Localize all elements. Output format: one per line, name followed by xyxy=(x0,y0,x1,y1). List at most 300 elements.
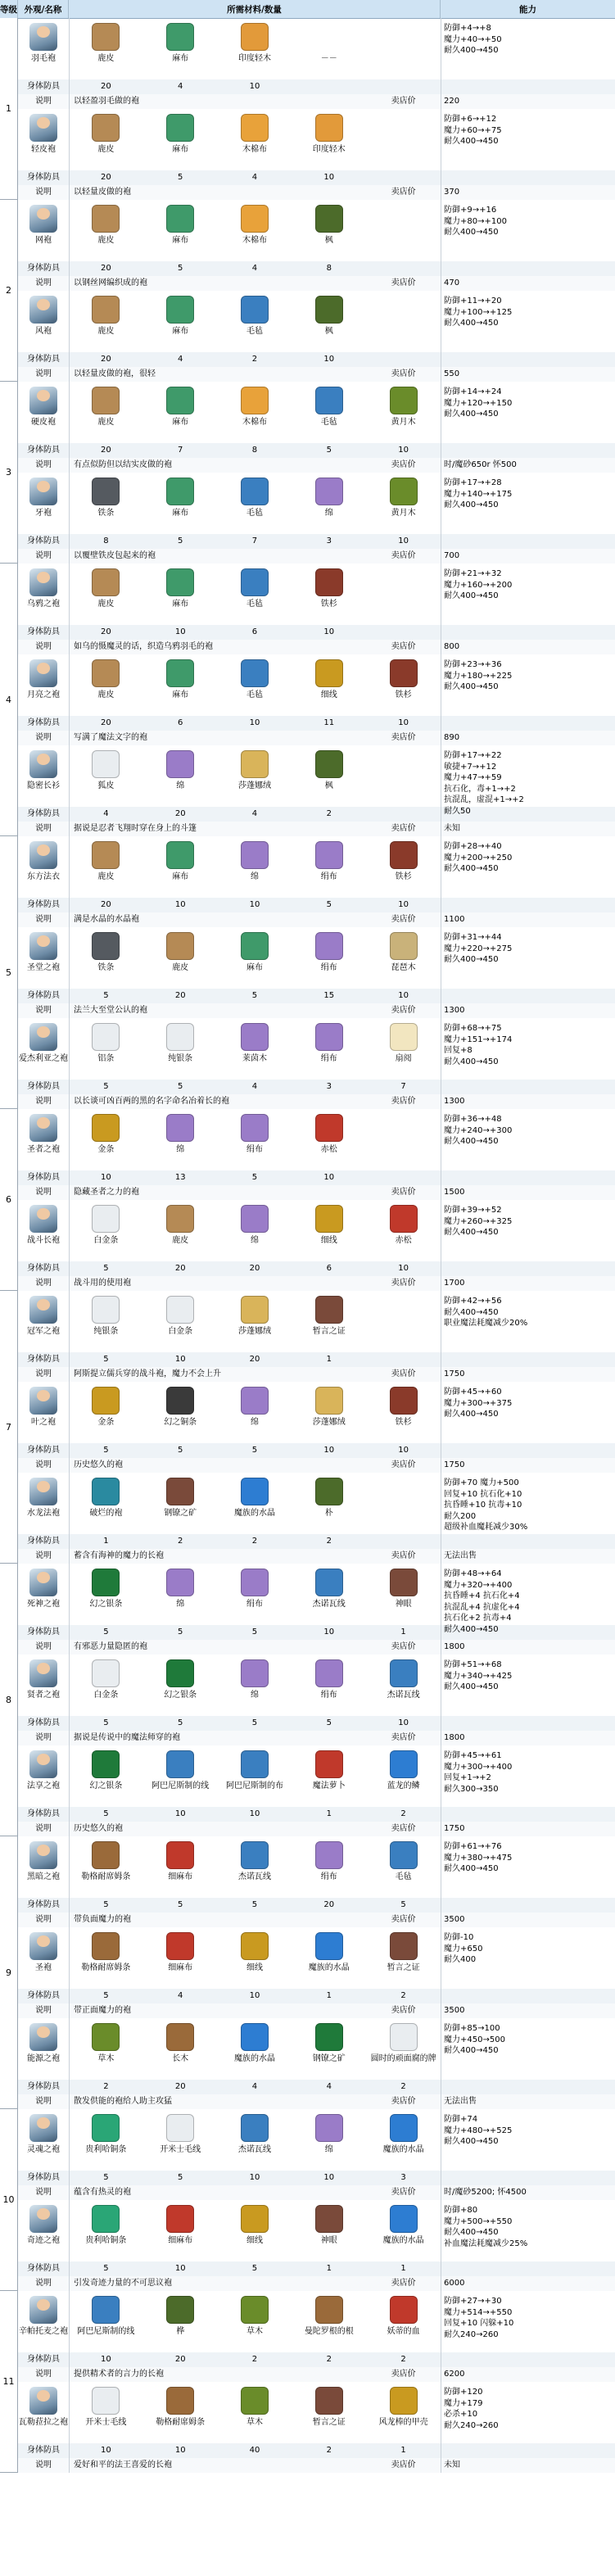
column-divider xyxy=(69,836,70,927)
material-qty: 1 xyxy=(103,1537,109,1546)
material-name: 圆时的顽面腐的牌 xyxy=(370,2054,436,2063)
material-icon xyxy=(92,23,120,51)
desc-label: 说明 xyxy=(35,1097,52,1106)
material-qty: 10 xyxy=(323,173,335,182)
material-name: 麻布 xyxy=(172,418,189,427)
material-qty: 10 xyxy=(398,1264,409,1273)
sell-label: 卖店价 xyxy=(391,1733,416,1742)
material-qty: 1 xyxy=(326,1355,332,1364)
sell-label: 卖店价 xyxy=(391,369,416,378)
sell-price: 无法出售 xyxy=(444,2097,477,2106)
material-icon xyxy=(315,932,343,960)
material-qty: 8 xyxy=(103,536,109,546)
column-divider xyxy=(69,745,70,836)
ability-line: 魔力+300→+375 xyxy=(444,1398,513,1408)
item-name: 隐密长衫 xyxy=(27,781,60,790)
ability-line: 耐久400→450 xyxy=(444,319,499,328)
material-icon xyxy=(241,114,269,142)
item-block xyxy=(0,1473,615,1564)
robe-icon xyxy=(29,1478,57,1505)
robe-icon xyxy=(29,1387,57,1415)
ability-line: 魔力+300→+400 xyxy=(444,1762,513,1772)
material-qty: 6 xyxy=(178,718,183,727)
sell-price: 6200 xyxy=(444,2370,465,2379)
material-icon xyxy=(315,1659,343,1687)
desc-label: 说明 xyxy=(35,2006,52,2015)
ability-line: 耐久240→260 xyxy=(444,2420,499,2430)
item-name: 圣堂之袍 xyxy=(27,963,60,972)
material-icon xyxy=(92,1659,120,1687)
ability-line: 防御+17→+28 xyxy=(444,478,502,487)
material-icon xyxy=(92,1205,120,1233)
item-block xyxy=(0,1564,615,1655)
material-name: 绢布 xyxy=(320,872,337,881)
material-name: 绵 xyxy=(250,1418,259,1427)
item-name: 叶之袍 xyxy=(31,1418,56,1427)
material-icon xyxy=(166,387,194,414)
ability-line: 耐久400 xyxy=(444,1955,477,1964)
ability-line: 耐久400→450 xyxy=(444,2228,499,2237)
material-name: 莎蓬娜绒 xyxy=(312,1418,346,1427)
material-qty: 4 xyxy=(326,2082,332,2091)
ability-line: 超级补血魔耗减少30% xyxy=(444,1523,528,1532)
sell-price: 时/魔砂5200; 怀4500 xyxy=(444,2188,527,2197)
slot-label: 身体防具 xyxy=(27,1082,60,1091)
tier-level: 5 xyxy=(0,836,18,1109)
sell-price: 1750 xyxy=(444,1369,465,1379)
ability-line: 魔力+120→+150 xyxy=(444,398,513,408)
item-block xyxy=(0,291,615,382)
slot-label: 身体防具 xyxy=(27,1173,60,1182)
sell-label: 卖店价 xyxy=(391,1915,416,1924)
slot-label: 身体防具 xyxy=(27,1446,60,1455)
material-name: 草木 xyxy=(97,2054,115,2063)
material-qty: 20 xyxy=(101,627,111,636)
ability-line: 防御-10 xyxy=(444,1933,474,1942)
material-icon xyxy=(166,478,194,505)
material-icon xyxy=(241,1659,269,1687)
ability-line: 魔力+60→+75 xyxy=(444,125,502,135)
slot-label: 身体防具 xyxy=(27,536,60,546)
ability-line: 魔力+140→+175 xyxy=(444,489,513,499)
material-qty: 3 xyxy=(326,536,332,546)
material-name: 幻之银条 xyxy=(89,1600,123,1609)
material-name: 琵琶木 xyxy=(391,963,416,972)
material-name: 麻布 xyxy=(172,54,189,63)
column-divider xyxy=(69,1291,70,1382)
ability-line: 魔力+480→+525 xyxy=(444,2126,513,2135)
material-icon xyxy=(166,1659,194,1687)
sell-price: 6000 xyxy=(444,2279,465,2288)
material-name: 鹿皮 xyxy=(97,600,115,609)
material-name: 铁条 xyxy=(97,509,115,518)
material-qty: 10 xyxy=(249,1809,260,1818)
ability-line: 耐久400→450 xyxy=(444,2137,499,2146)
material-icon xyxy=(315,1205,343,1233)
robe-icon xyxy=(29,1114,57,1142)
ability-line: 抗昏睡+4 抗石化+4 xyxy=(444,1591,520,1600)
material-name: 枫 xyxy=(324,781,333,790)
ability-line: 抗石化，毒+1→+2 xyxy=(444,784,516,794)
material-icon xyxy=(241,2023,269,2051)
material-icon xyxy=(92,2023,120,2051)
material-name: 细线 xyxy=(246,2236,263,2245)
material-name: 贵利哈铜条 xyxy=(85,2145,127,2154)
material-icon xyxy=(241,296,269,324)
material-qty: 1 xyxy=(326,1991,332,2000)
material-qty: 2 xyxy=(326,809,332,818)
material-qty: 15 xyxy=(323,991,335,1000)
desc-label: 说明 xyxy=(35,1642,52,1651)
ability-line: 防御+9→+16 xyxy=(444,206,497,215)
material-icon xyxy=(315,2205,343,2233)
material-icon xyxy=(390,2387,418,2415)
item-name: 法享之袍 xyxy=(27,1781,60,1791)
material-icon xyxy=(241,1205,269,1233)
material-icon xyxy=(92,1932,120,1960)
ability-line: 必杀+10 xyxy=(444,2410,478,2419)
item-name: 战斗长袍 xyxy=(27,1236,60,1245)
material-qty: 5 xyxy=(251,991,258,1000)
material-name: 枫 xyxy=(324,327,333,336)
material-icon xyxy=(166,750,194,778)
material-qty: 4 xyxy=(178,1991,183,2000)
ability-line: 回复+1→+2 xyxy=(444,1773,491,1782)
material-name: 暂言之证 xyxy=(387,1963,420,1972)
ability-line: 耐久400→450 xyxy=(444,1410,499,1419)
material-qty: 5 xyxy=(103,1991,109,2000)
material-name: 狐皮 xyxy=(97,781,115,790)
ability-list xyxy=(444,932,612,966)
robe-icon xyxy=(29,23,57,51)
material-name: 杰诺瓦线 xyxy=(237,1872,271,1881)
material-qty: 5 xyxy=(251,1718,258,1727)
material-qty: 5 xyxy=(103,2264,109,2273)
material-qty: 4 xyxy=(103,809,109,818)
material-name: 麻布 xyxy=(172,872,189,881)
desc-label: 说明 xyxy=(35,1460,52,1469)
sell-label: 卖店价 xyxy=(391,188,416,197)
ability-list xyxy=(444,1841,612,1875)
material-name: 麻布 xyxy=(172,690,189,699)
material-name: 毛毡 xyxy=(320,418,337,427)
material-icon xyxy=(92,387,120,414)
material-icon xyxy=(166,2205,194,2233)
tier-level: 11 xyxy=(0,2291,18,2473)
material-qty xyxy=(292,80,366,93)
ability-line: 防御+6→+12 xyxy=(444,115,497,124)
sell-price: 1100 xyxy=(444,915,465,924)
material-qty: 5 xyxy=(103,1264,109,1273)
desc-label: 说明 xyxy=(35,1279,52,1288)
material-name: 暂言之证 xyxy=(312,2418,346,2427)
item-name: 辛帕托麦之袍 xyxy=(19,2327,68,2336)
material-qty: 2 xyxy=(400,1991,406,2000)
material-icon xyxy=(315,659,343,687)
ability-line: 魔力+320→+400 xyxy=(444,1580,513,1590)
item-description: 以钢丝网编织成的袍 xyxy=(74,278,147,287)
sell-price: 370 xyxy=(444,188,460,197)
material-icon xyxy=(315,478,343,505)
ability-list xyxy=(444,1659,612,1693)
item-name: 爱杰利亚之袍 xyxy=(19,1054,68,1063)
material-qty: 20 xyxy=(101,900,111,909)
ability-line: 魔力+500→+550 xyxy=(444,2216,513,2226)
ability-line: 耐久400→450 xyxy=(444,1307,499,1317)
material-icon xyxy=(166,1478,194,1505)
sell-label: 卖店价 xyxy=(391,1551,416,1560)
item-description: 历史悠久的袍 xyxy=(74,1824,123,1833)
robe-icon xyxy=(29,2296,57,2324)
material-qty: 20 xyxy=(101,264,111,273)
desc-label: 说明 xyxy=(35,2097,52,2106)
item-block xyxy=(0,1018,615,1109)
material-name: 鹿皮 xyxy=(97,145,115,154)
desc-label: 说明 xyxy=(35,551,52,560)
material-name: 细线 xyxy=(320,690,337,699)
robe-icon xyxy=(29,841,57,869)
column-divider xyxy=(69,1927,70,2018)
item-description: 提供精术者的言力的长袍 xyxy=(74,2370,164,2379)
material-icon xyxy=(315,841,343,869)
sell-label: 卖店价 xyxy=(391,1369,416,1379)
material-icon xyxy=(92,1841,120,1869)
material-qty: 10 xyxy=(398,900,409,909)
robe-icon xyxy=(29,387,57,414)
ability-line: 耐久300→350 xyxy=(444,1784,499,1794)
material-icon xyxy=(92,568,120,596)
sell-label: 卖店价 xyxy=(391,1006,416,1015)
sell-label: 卖店价 xyxy=(391,1097,416,1106)
material-qty: 10 xyxy=(174,1355,186,1364)
material-qty: 3 xyxy=(400,2173,406,2182)
ability-line: 回复+8 xyxy=(444,1046,473,1055)
material-name: 风龙棒的甲壳 xyxy=(378,2418,428,2427)
slot-label: 身体防具 xyxy=(27,2082,60,2091)
item-name: 水龙法袍 xyxy=(27,1509,60,1518)
item-block xyxy=(0,564,615,654)
material-qty: 10 xyxy=(249,2173,260,2182)
material-name: 木棉布 xyxy=(242,418,267,427)
sell-price: 未知 xyxy=(444,824,460,833)
sell-label: 卖店价 xyxy=(391,2097,416,2106)
slot-label: 身体防具 xyxy=(27,900,60,909)
material-qty: 20 xyxy=(174,2082,186,2091)
material-name: 勒格耐席姆条 xyxy=(81,1963,131,1972)
slot-label: 身体防具 xyxy=(27,2355,60,2364)
material-name: 麻布 xyxy=(172,236,189,245)
item-name: 牙袍 xyxy=(35,509,52,518)
ability-line: 耐久400→450 xyxy=(444,1137,499,1146)
item-name: 东方法衣 xyxy=(27,872,60,881)
material-name: 开米士毛线 xyxy=(160,2145,201,2154)
slot-label: 身体防具 xyxy=(27,1809,60,1818)
ability-line: 耐久400→450 xyxy=(444,2046,499,2055)
column-divider xyxy=(69,1564,70,1655)
item-block xyxy=(0,1200,615,1291)
material-icon xyxy=(315,114,343,142)
material-icon xyxy=(390,1932,418,1960)
material-icon xyxy=(166,1932,194,1960)
material-icon xyxy=(166,23,194,51)
desc-label: 说明 xyxy=(35,642,52,651)
item-description: 以轻量皮做的袍 xyxy=(74,188,131,197)
ability-line: 防御+45→+61 xyxy=(444,1751,502,1760)
material-qty: 7 xyxy=(400,1082,406,1091)
material-qty: 5 xyxy=(103,1628,109,1637)
material-name: 鹿皮 xyxy=(97,327,115,336)
material-icon xyxy=(166,205,194,233)
material-icon xyxy=(241,1478,269,1505)
column-divider xyxy=(69,1836,70,1927)
ability-line: 魔力+100→+125 xyxy=(444,307,513,317)
ability-line: 魔力+179 xyxy=(444,2398,483,2408)
material-qty: 10 xyxy=(323,1628,335,1637)
column-divider xyxy=(69,291,70,382)
ability-list xyxy=(444,1114,612,1148)
item-block xyxy=(0,200,615,291)
item-block xyxy=(0,2291,615,2382)
ability-line: 耐久400→450 xyxy=(444,591,499,600)
material-qty: 10 xyxy=(398,446,409,455)
ability-line: 魔力+80→+100 xyxy=(444,216,507,226)
desc-label: 说明 xyxy=(35,733,52,742)
material-qty: 1 xyxy=(400,2446,406,2455)
material-icon xyxy=(315,1478,343,1505)
material-qty: 2 xyxy=(178,1537,183,1546)
material-qty: 5 xyxy=(251,1446,258,1455)
column-divider xyxy=(69,473,70,564)
material-icon xyxy=(92,932,120,960)
item-description: 据说是传说中的魔法师穿的袍 xyxy=(74,1733,180,1742)
ability-line: 防御+42→+56 xyxy=(444,1297,502,1306)
material-qty: 20 xyxy=(101,446,111,455)
slot-label: 身体防具 xyxy=(27,264,60,273)
item-description: 带正面魔力的袍 xyxy=(74,2006,131,2015)
desc-label: 说明 xyxy=(35,97,52,106)
column-divider xyxy=(69,2382,70,2473)
robe-icon xyxy=(29,1023,57,1051)
ability-line: 耐久240→260 xyxy=(444,2329,499,2339)
material-icon xyxy=(92,1478,120,1505)
item-description: 以轻盈羽毛做的袍 xyxy=(74,97,139,106)
column-divider xyxy=(69,2018,70,2109)
material-icon xyxy=(92,1023,120,1051)
material-qty: 5 xyxy=(103,1082,109,1091)
item-description: 如乌的慑魔灵的话，织造乌鸦羽毛的袍 xyxy=(74,642,213,651)
material-icon xyxy=(166,2114,194,2142)
ability-list xyxy=(444,23,612,57)
material-qty: 5 xyxy=(178,536,183,546)
ability-line: 回复+10 抗石化+10 xyxy=(444,1489,522,1499)
material-qty: 10 xyxy=(174,2264,186,2273)
material-name: 桦 xyxy=(176,2327,185,2336)
material-icon xyxy=(315,2023,343,2051)
material-name: 神眼 xyxy=(320,2236,337,2245)
material-icon xyxy=(241,387,269,414)
column-divider xyxy=(69,927,70,1018)
material-icon xyxy=(241,1114,269,1142)
material-qty: 5 xyxy=(178,173,183,182)
material-icon xyxy=(315,1932,343,1960)
material-name: 铁杉 xyxy=(395,872,412,881)
ability-list xyxy=(444,1023,612,1067)
material-name: 草木 xyxy=(246,2418,263,2427)
ability-line: 耐久400→450 xyxy=(444,500,499,509)
material-qty: 20 xyxy=(174,1264,186,1273)
material-icon xyxy=(315,387,343,414)
slot-label: 身体防具 xyxy=(27,2173,60,2182)
material-qty: 2 xyxy=(103,2082,109,2091)
item-name: 风袍 xyxy=(35,327,52,336)
material-qty: 10 xyxy=(398,1446,409,1455)
ability-list xyxy=(444,1205,612,1238)
tier-level: 9 xyxy=(0,1836,18,2109)
material-qty: 1 xyxy=(326,2264,332,2273)
material-icon xyxy=(315,1296,343,1324)
material-name: 毛毡 xyxy=(246,509,263,518)
slot-label: 身体防具 xyxy=(27,627,60,636)
slot-label: 身体防具 xyxy=(27,2264,60,2273)
material-name: 黄月木 xyxy=(391,418,416,427)
material-name: 曼陀罗根的根 xyxy=(304,2327,354,2336)
material-qty: 10 xyxy=(398,718,409,727)
ability-line: 敏捷+7→+12 xyxy=(444,762,497,772)
ability-line: 耐久400→450 xyxy=(444,1228,499,1237)
material-icon xyxy=(241,659,269,687)
material-qty: 6 xyxy=(251,627,258,636)
slot-label: 身体防具 xyxy=(27,355,60,364)
material-qty: 10 xyxy=(323,1173,335,1182)
material-qty: 20 xyxy=(323,1900,335,1909)
material-name: 绵 xyxy=(250,1691,259,1700)
material-qty: 11 xyxy=(323,718,335,727)
header-tier: 等级 xyxy=(0,0,18,18)
ability-line: 魔力+180→+225 xyxy=(444,671,513,681)
material-icon xyxy=(92,296,120,324)
material-name: 魔族的水晶 xyxy=(382,2145,424,2154)
ability-line: 耐久400→450 xyxy=(444,864,499,873)
item-description: 法兰大至堂公认的袍 xyxy=(74,1006,147,1015)
tier-level: 4 xyxy=(0,564,18,836)
column-divider xyxy=(69,2109,70,2200)
slot-label: 身体防具 xyxy=(27,1991,60,2000)
material-name: 幻之铜条 xyxy=(164,1418,197,1427)
desc-label: 说明 xyxy=(35,1006,52,1015)
sell-label: 卖店价 xyxy=(391,97,416,106)
ability-line: 防御+21→+32 xyxy=(444,569,502,578)
material-icon xyxy=(315,1023,343,1051)
material-qty: 10 xyxy=(323,355,335,364)
desc-label: 说明 xyxy=(35,278,52,287)
ability-list xyxy=(444,1569,612,1635)
material-qty: 6 xyxy=(326,1264,332,1273)
material-qty: 20 xyxy=(101,718,111,727)
ability-line: 防御+36→+48 xyxy=(444,1115,502,1124)
material-name: 绵 xyxy=(324,2145,333,2154)
material-name: 麻布 xyxy=(172,145,189,154)
material-icon xyxy=(390,1387,418,1415)
material-name: 绢布 xyxy=(320,1872,337,1881)
material-icon xyxy=(390,2296,418,2324)
material-icon xyxy=(241,568,269,596)
material-qty: 8 xyxy=(251,446,258,455)
sell-price: 1800 xyxy=(444,1733,465,1742)
material-qty: 2 xyxy=(400,2082,406,2091)
material-qty: 2 xyxy=(251,355,258,364)
ability-line: 防御+48→+64 xyxy=(444,1569,502,1578)
material-name: 铁条 xyxy=(97,963,115,972)
